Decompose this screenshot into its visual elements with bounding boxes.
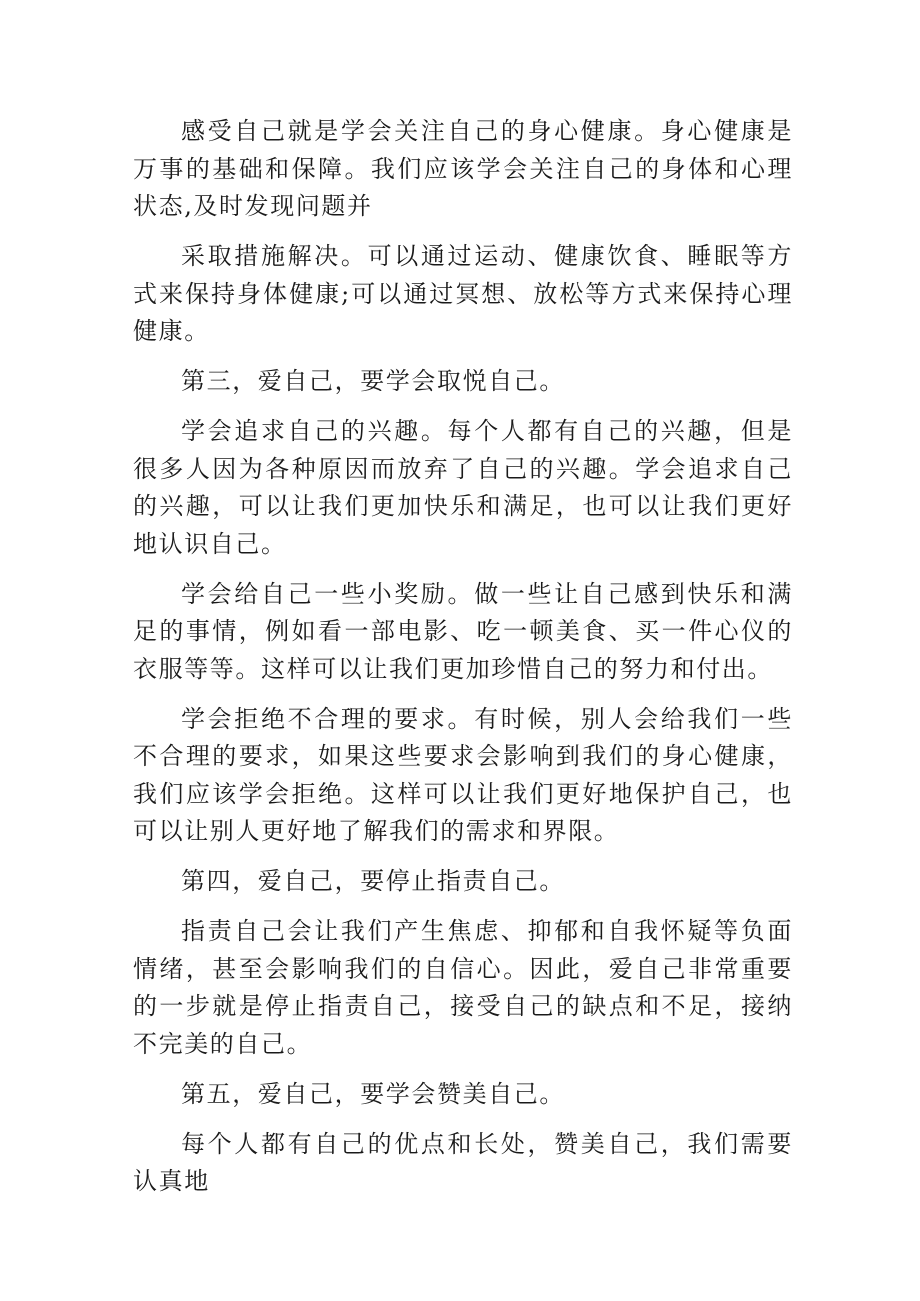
section-heading-fourth: 第四，爱自己，要停止指责自己。 — [181, 867, 565, 895]
section-heading-third: 第三，爱自己，要学会取悦自己。 — [181, 367, 565, 395]
paragraph-stop-blaming: 指责自己会让我们产生焦虑、抑郁和自我怀疑等负面情绪，甚至会影响我们的自信心。因此，爱自己非常重要的一步就是停止指责自己，接受自己的缺点和不足，接纳不完美的自己。 — [133, 917, 793, 1058]
paragraph-refuse-unreasonable: 学会拒绝不合理的要求。有时候，别人会给我们一些不合理的要求，如果这些要求会影响到我们的身心健康，我们应该学会拒绝。这样可以让我们更好地保护自己，也可以让别人更好地了解我们的需求和界限。 — [133, 704, 793, 845]
paragraph-praise-self: 每个人都有自己的优点和长处，赞美自己，我们需要认真地 — [133, 1129, 793, 1195]
paragraph-self-care-health: 感受自己就是学会关注自己的身心健康。身心健康是万事的基础和保障。我们应该学会关注自己的身体和心理状态,及时发现问题并 — [133, 117, 793, 220]
document-body — [133, 113, 793, 1213]
paragraph-pursue-interests: 学会追求自己的兴趣。每个人都有自己的兴趣，但是很多人因为各种原因而放弃了自己的兴趣。学会追求自己的兴趣，可以让我们更加快乐和满足，也可以让我们更好地认识自己。 — [133, 417, 793, 558]
paragraph-small-rewards: 学会给自己一些小奖励。做一些让自己感到快乐和满足的事情，例如看一部电影、吃一顿美食、买一件心仪的衣服等等。这样可以让我们更加珍惜自己的努力和付出。 — [133, 579, 793, 683]
paragraph-take-measures: 采取措施解决。可以通过运动、健康饮食、睡眠等方式来保持身体健康;可以通过冥想、放松等方式来保持心理健康。 — [133, 242, 793, 345]
section-heading-fifth: 第五，爱自己，要学会赞美自己。 — [181, 1079, 565, 1108]
